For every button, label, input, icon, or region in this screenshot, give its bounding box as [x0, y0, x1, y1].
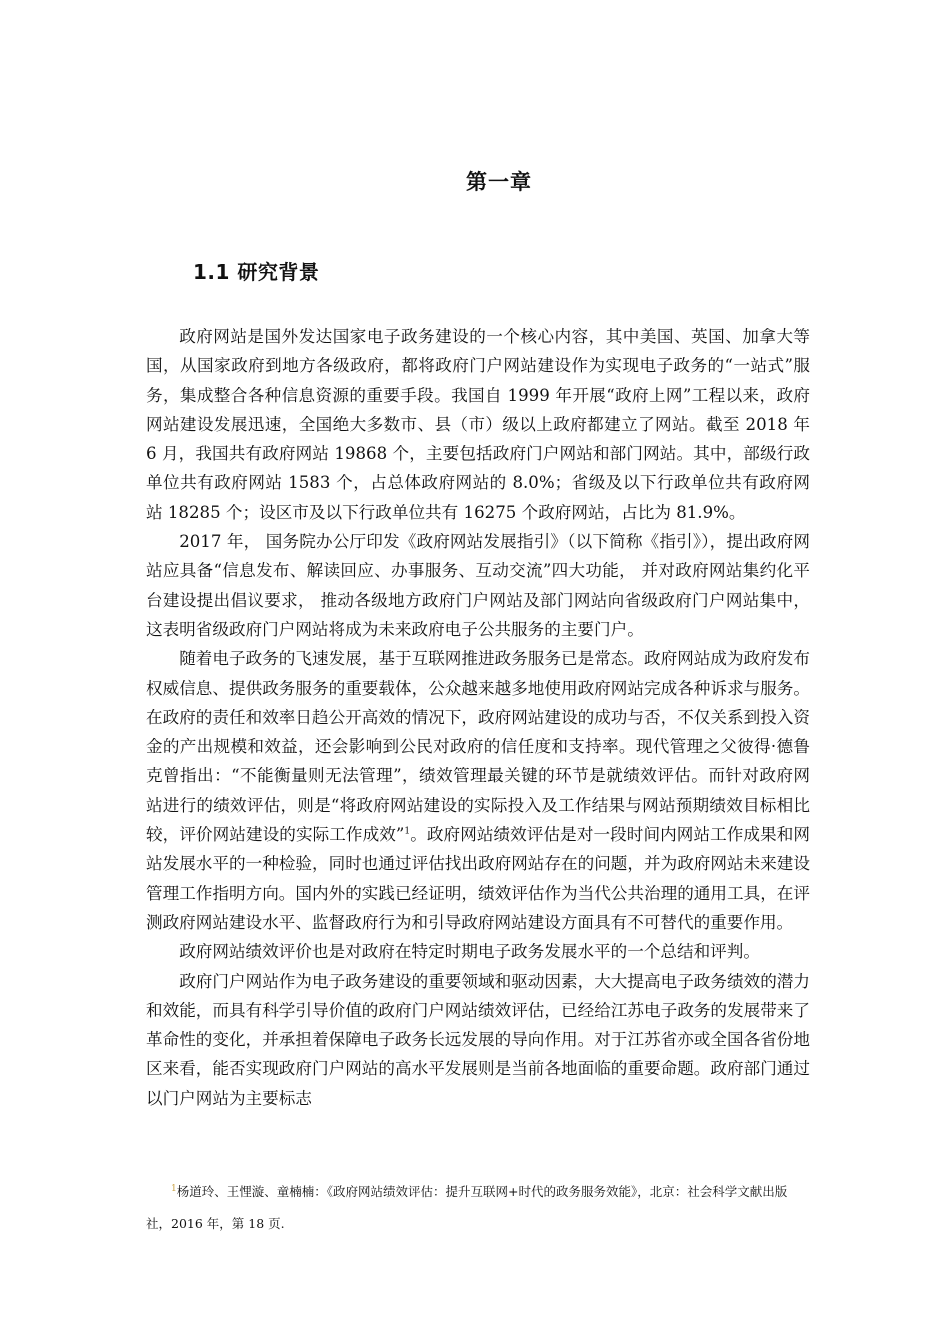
paragraph-3-text-b: 。政府网站绩效评估是对一段时间内网站工作成果和网站发展水平的一种检验，同时也通过评估找出政府网站存在的问题，并为政府网站未来建设管理工作指明方向。国内外的实践已经证明，绩效评估作为当代公共治理的通用工具，在评测政府网站建设水平、监督政府行为和引导政府网站建设方面具有不可替代的重要作用。	[146, 825, 811, 932]
footnote-reference[interactable]: 1	[404, 826, 411, 837]
paragraph-5: 政府门户网站作为电子政务建设的重要领域和驱动因素，大大提高电子政务绩效的潜力和效能，而具有科学引导价值的政府门户网站绩效评估，已经给江苏电子政务的发展带来了革命性的变化，并承担着保障电子政务长远发展的导向作用。对于江苏省亦或全国各省份地区来看，能否实现政府门户网站的高水平发展则是当前各地面临的重要命题。政府部门通过以门户网站为主要标志	[146, 971, 810, 1108]
footnote-mark: 1	[171, 1183, 177, 1194]
paragraph-2: 2017 年， 国务院办公厅印发《政府网站发展指引》（以下简称《指引》），提出政府网站应具备“信息发布、解读回应、办事服务、互动交流”四大功能， 并对政府网站集约化平台建设提出倡议要求， 推动各级地方政府门户网站及部门网站向省级政府门户网站集中， 这表明省级政府门户网站将成为未来政府电子公共服务的主要门户。	[146, 532, 810, 639]
paragraph-3	[146, 644, 810, 937]
section-title: 1.1 研究背景	[193, 260, 320, 284]
chapter-title: 第一章	[466, 170, 532, 194]
paragraph-4: 政府网站绩效评价也是对政府在特定时期电子政务发展水平的一个总结和评判。	[179, 942, 760, 962]
paragraph-1: 政府网站是国外发达国家电子政务建设的一个核心内容，其中美国、英国、加拿大等国，从国家政府到地方各级政府，都将政府门户网站建设作为实现电子政务的“一站式”服务，集成整合各种信息资源的重要手段。我国自 1999 年开展“政府上网”工程以来，政府网站建设发展迅速，全国绝大多数市、县（市）级以上政府都建立了网站。截至 2018 年 6 月，我国共有政府网站 19868 个，主要包括政府门户网站和部门网站。其中，部级行政单位共有政府网站 1583 个，占总体政府网站的 8.0%；省级及以下行政单位共有政府网站 18285 个；设区市及以下行政单位共有 16275 个政府网站，占比为 81.9%。	[146, 327, 810, 522]
footnote	[146, 1176, 810, 1240]
paragraph-3-text-a: 随着电子政务的飞速发展，基于互联网推进政务服务已是常态。政府网站成为政府发布权威信息、提供政务服务的重要载体，公众越来越多地使用政府网站完成各种诉求与服务。在政府的责任和效率日趋公开高效的情况下，政府网站建设的成功与否，不仅关系到投入资金的产出规模和效益，还会影响到公民对政府的信任度和支持率。现代管理之父彼得·德鲁克曾指出：“不能衡量则无法管理”，绩效管理最关键的环节是就绩效评估。而针对政府网站进行的绩效评估，则是“将政府网站建设的实际投入及工作结果与网站预期绩效目标相比较，评价网站建设的实际工作成效”	[146, 649, 810, 845]
footnote-text: 杨道玲、王悝漩、童楠楠：《政府网站绩效评估：提升互联网+时代的政务服务效能》，北京：社会科学文献出版社，2016 年，第 18 页.	[146, 1184, 788, 1231]
body-text	[146, 322, 810, 1113]
